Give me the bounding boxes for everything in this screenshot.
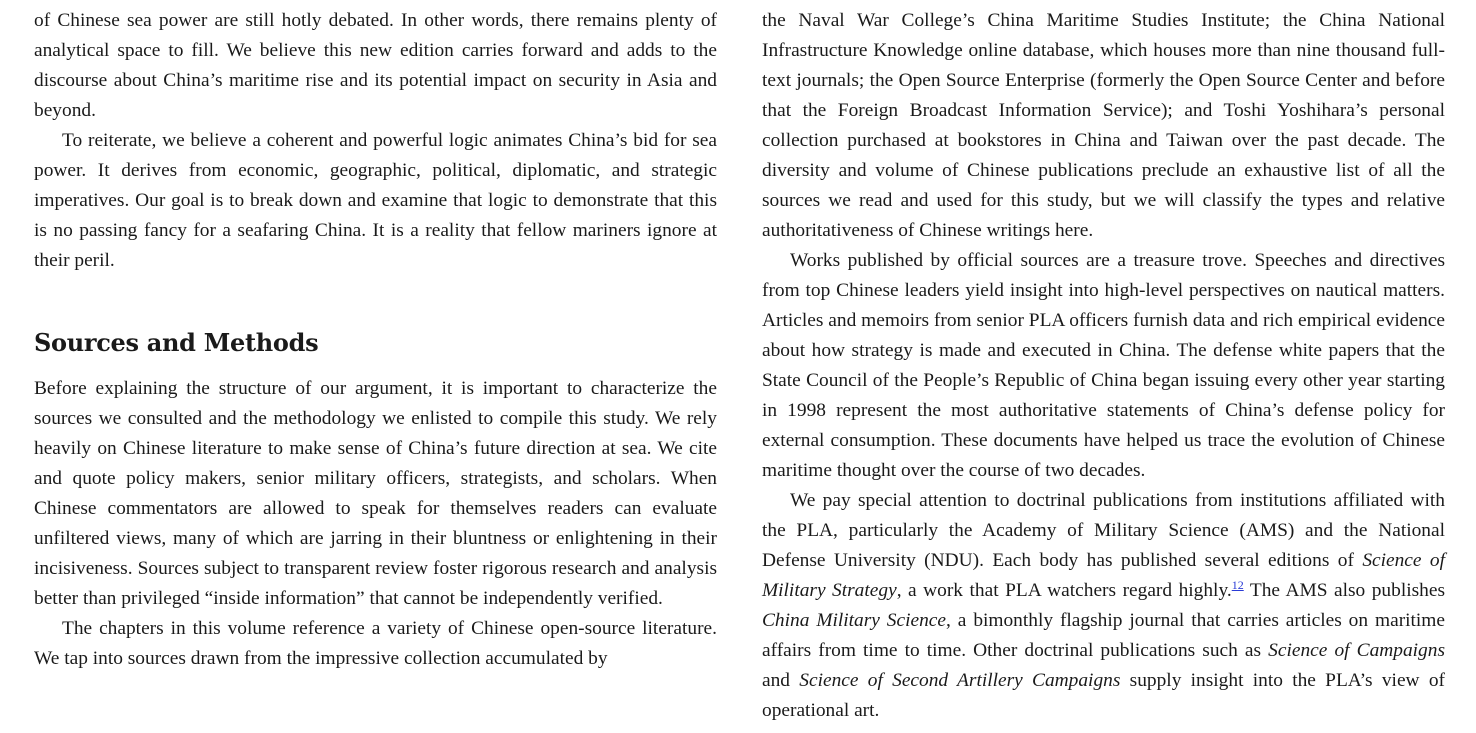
book-title-science-of-campaigns: Science of Campaigns [1268,640,1445,661]
journal-title-china-military-science: China Military Science [762,610,947,631]
left-paragraph-reiterate: To reiterate, we believe a coherent and powerful logic animates China’s bid for sea power. It derives from economic, geographic, political, diplomatic, and strategic imperatives. Our goal is to break down and examine that logic to demonstrate that this is no passing fancy for a seafaring China. It is a reality that fellow mariners ignore at their peril. [34,130,717,271]
left-paragraph-chapters: The chapters in this volume reference a variety of Chinese open-source literature. We tap into sources drawn from the impressive collection accumulated by [34,618,717,669]
doctrinal-text-2: , a work that PLA watchers regard highly. [896,580,1232,601]
footnote-link[interactable]: 12 [1231,578,1244,592]
section-heading: Sources and Methods [34,328,319,357]
book-title-second-artillery-campaigns: Science of Second Artillery Campaigns [799,670,1121,691]
left-paragraph-continued: of Chinese sea power are still hotly debated. In other words, there remains plenty of analytical space to fill. We believe this new edition carries forward and adds to the discourse about China’s maritime rise and its potential impact on security in Asia and beyond. [34,10,717,121]
doctrinal-text-3: The AMS also publishes [1243,580,1445,601]
doctrinal-text-5: and [762,670,800,691]
right-paragraph-doctrinal [762,486,1445,726]
doctrinal-text-6: supply insight into the PLA’s view of operational art. [762,670,1445,721]
left-column [34,6,717,674]
left-paragraph-sources: Before explaining the structure of our argument, it is important to characterize the sources we consulted and the methodology we enlisted to compile this study. We rely heavily on Chinese literature to make sense of China’s future direction at sea. We cite and quote policy makers, senior military officers, strategists, and scholars. When Chinese commentators are allowed to speak for themselves readers can evaluate unfiltered views, many of which are jarring in their bluntness or enlightening in their incisiveness. Sources subject to transparent review foster rigorous research and analysis better than privileged “inside information” that cannot be independently verified. [34,378,717,609]
book-title-science-of-military-strategy: Science of Military Strategy [762,550,1445,601]
heading-spacer [34,358,717,374]
right-column [762,6,1445,726]
section-spacer [34,276,717,328]
doctrinal-text-1: We pay special attention to doctrinal publications from institutions affiliated with the PLA, particularly the Academy of Military Science (AMS) and the National Defense University (NDU). Each body has published several editions of [762,490,1445,571]
right-paragraph-continued: the Naval War College’s China Maritime Studies Institute; the China National Infrastructure Knowledge online database, which houses more than nine thousand full-text journals; the Open Source Enterprise (formerly the Open Source Center and before that the Foreign Broadcast Information Service); and Toshi Yoshihara’s personal collection purchased at bookstores in China and Taiwan over the past decade. The diversity and volume of Chinese publications preclude an exhaustive list of all the sources we read and used for this study, but we will classify the types and relative authoritativeness of Chinese writings here. [762,10,1445,241]
doctrinal-text-4: , a bimonthly flagship journal that carries articles on maritime affairs from time to time. Other doctrinal publications such as [762,610,1445,661]
right-paragraph-official-sources: Works published by official sources are a treasure trove. Speeches and directives from top Chinese leaders yield insight into high-level perspectives on nautical matters. Articles and memoirs from senior PLA officers furnish data and rich empirical evidence about how strategy is made and executed in China. The defense white papers that the State Council of the People’s Republic of China began issuing every other year starting in 1998 represent the most authoritative statements of China’s defense policy for external consumption. These documents have helped us trace the evolution of Chinese maritime thought over the course of two decades. [762,250,1445,481]
